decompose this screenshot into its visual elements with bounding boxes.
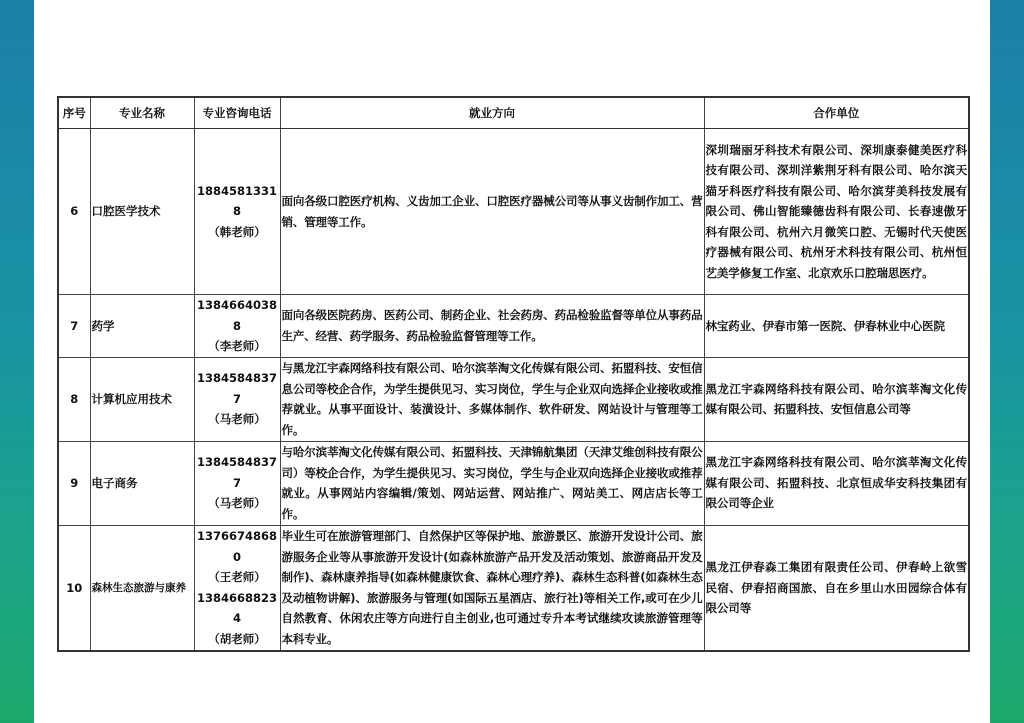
row-major: 计算机应用技术 bbox=[90, 357, 194, 441]
row-no: 7 bbox=[58, 295, 90, 358]
table-row bbox=[58, 129, 969, 295]
row-partners: 黑龙江宇森网络科技有限公司、哈尔滨莘淘文化传媒有限公司、拓盟科技、北京恒成华安科技集团有限公司等企业 bbox=[704, 441, 969, 525]
phone-number: 13846640388 bbox=[196, 298, 278, 333]
row-partners: 黑龙江宇森网络科技有限公司、哈尔滨莘淘文化传媒有限公司、拓盟科技、安恒信息公司等 bbox=[704, 357, 969, 441]
row-no: 9 bbox=[58, 441, 90, 525]
row-major: 口腔医学技术 bbox=[90, 129, 194, 295]
phone-number-2: 13846688234 bbox=[196, 590, 278, 626]
row-partners: 黑龙江伊春森工集团有限责任公司、伊春岭上欲雪民宿、伊春招商国旅、自在乡里山水田园综合体有限公司等 bbox=[704, 525, 969, 651]
row-no: 8 bbox=[58, 357, 90, 441]
right-decorative-bar bbox=[990, 0, 1024, 723]
row-major: 药学 bbox=[90, 295, 194, 358]
table-row bbox=[58, 295, 969, 358]
table-header-row bbox=[58, 97, 969, 129]
contact-name: （李老师） bbox=[208, 339, 266, 353]
row-major: 森林生态旅游与康养 bbox=[90, 525, 194, 651]
row-direction: 面向各级医院药房、医药公司、制药企业、社会药房、药品检验监督等单位从事药品生产、经营、药学服务、药品检验监督管理等工作。 bbox=[280, 295, 704, 358]
phone-number: 18845813318 bbox=[196, 183, 278, 219]
phone-number: 13845848377 bbox=[196, 371, 278, 406]
row-phone-cell bbox=[194, 295, 280, 358]
table-row bbox=[58, 441, 969, 525]
row-partners: 林宝药业、伊春市第一医院、伊春林业中心医院 bbox=[704, 295, 969, 358]
contact-name-2: （胡老师） bbox=[208, 631, 266, 646]
header-direction: 就业方向 bbox=[280, 97, 704, 129]
phone-number: 13845848377 bbox=[196, 455, 278, 490]
contact-name: （马老师） bbox=[208, 496, 266, 511]
contact-name: （韩老师） bbox=[208, 224, 266, 239]
table-row bbox=[58, 357, 969, 441]
header-no: 序号 bbox=[58, 97, 90, 129]
header-major: 专业名称 bbox=[90, 97, 194, 129]
majors-table bbox=[57, 96, 970, 652]
contact-name: （王老师） bbox=[208, 570, 266, 585]
row-phone-cell bbox=[194, 129, 280, 295]
header-phone: 专业咨询电话 bbox=[194, 97, 280, 129]
row-phone-cell bbox=[194, 525, 280, 651]
left-decorative-bar bbox=[0, 0, 34, 723]
row-no: 10 bbox=[58, 525, 90, 651]
row-direction: 面向各级口腔医疗机构、义齿加工企业、口腔医疗器械公司等从事义齿制作加工、营销、管理等工作。 bbox=[280, 129, 704, 295]
header-partners: 合作单位 bbox=[704, 97, 969, 129]
contact-name: （马老师） bbox=[208, 412, 266, 427]
row-direction: 毕业生可在旅游管理部门、自然保护区等保护地、旅游景区、旅游开发设计公司、旅游服务企业等从事旅游开发设计(如森林旅游产品开发及活动策划、旅游商品开发及制作)、森林康养指导(如森林健康饮食、森林心理疗养)、森林生态科普(如森林生态及动植物讲解)、旅游服务与管理(如国际五星酒店、旅行社)等相关工作,或可在少儿自然教育、休闲农庄等方向进行自主创业,也可通过专升本考试继续攻读旅游管理等本科专业。 bbox=[280, 525, 704, 651]
row-direction: 与黑龙江宇森网络科技有限公司、哈尔滨莘淘文化传媒有限公司、拓盟科技、安恒信息公司等校企合作，为学生提供见习、实习岗位，学生与企业双向选择企业接收或推荐就业。从事平面设计、装潢设计、多媒体制作、软件研发、网站设计与管理等工作。 bbox=[280, 357, 704, 441]
row-partners: 深圳瑞丽牙科技术有限公司、深圳康泰健美医疗科技有限公司、深圳洋紫荆牙科有限公司、哈尔滨天猫牙科医疗科技有限公司、哈尔滨芽美科技发展有限公司、佛山智能臻德齿科有限公司、长春速傲牙科有限公司、杭州六月微笑口腔、无锡时代天使医疗器械有限公司、杭州牙术科技有限公司、杭州恒艺美学修复工作室、北京欢乐口腔瑞思医疗。 bbox=[704, 129, 969, 295]
row-phone-cell bbox=[194, 441, 280, 525]
row-direction: 与哈尔滨莘淘文化传媒有限公司、拓盟科技、天津锦航集团（天津艾维创科技有限公司）等校企合作，为学生提供见习、实习岗位，学生与企业双向选择企业接收或推荐就业。从事网站内容编辑/策划、网站运营、网站推广、网站美工、网店店长等工作。 bbox=[280, 441, 704, 525]
row-phone-cell bbox=[194, 357, 280, 441]
row-no: 6 bbox=[58, 129, 90, 295]
row-major: 电子商务 bbox=[90, 441, 194, 525]
phone-number: 13766748680 bbox=[196, 529, 278, 564]
table-row bbox=[58, 525, 969, 651]
